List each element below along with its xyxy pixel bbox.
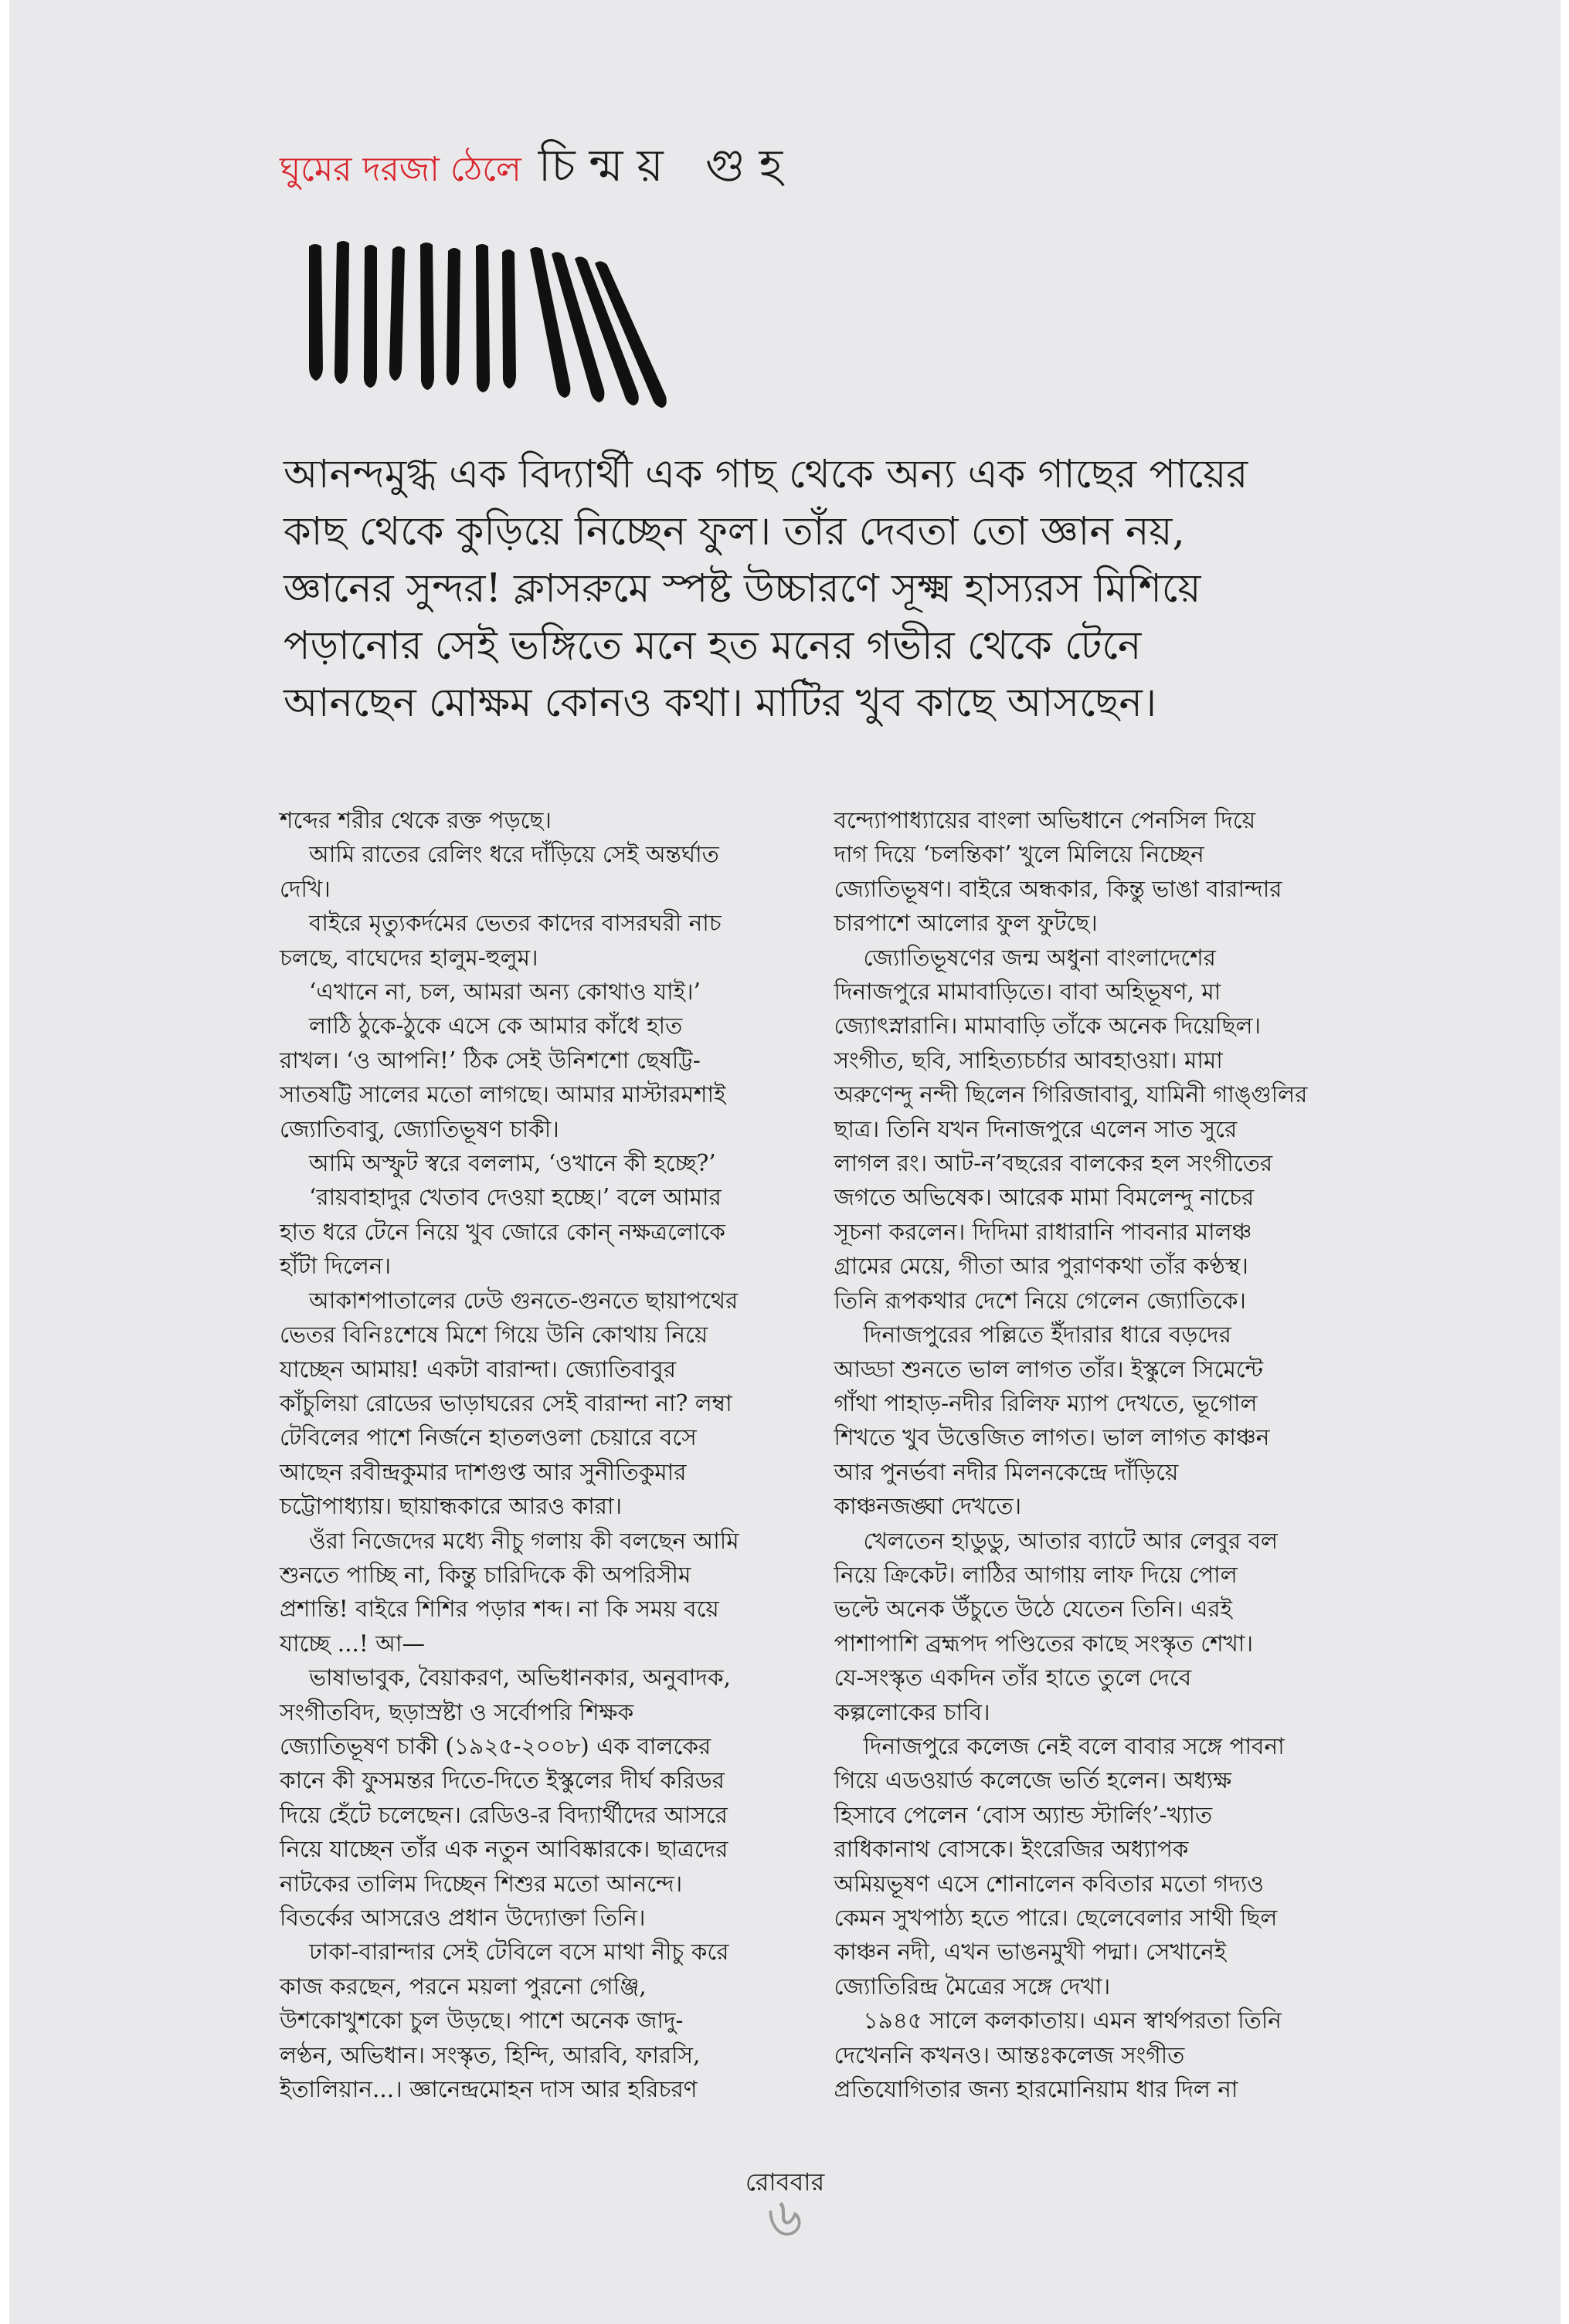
body-text-line: লাঠি ঠুকে-ঠুকে এসে কে আমার কাঁধে হাত [309,1013,683,1040]
body-text-line: সংগীত, ছবি, সাহিত্যচর্চার আবহাওয়া। মামা [834,1047,1223,1074]
body-text-line: পাশাপাশি ব্রহ্মপদ পণ্ডিতের কাছে সংস্কৃত শেখা। [834,1630,1254,1657]
body-text-line: শব্দের শরীর থেকে রক্ত পড়ছে। [280,807,552,833]
body-text-line: দেখেননি কখনও। আন্তঃকলেজ সংগীত [834,2041,1185,2068]
body-text-line: চারপাশে আলোর ফুল ফুটছে। [834,910,1098,937]
article-column-left [280,803,761,2106]
body-text-line: ওঁরা নিজেদের মধ্যে নীচু গলায় কী বলছেন আমি [309,1527,739,1554]
body-text-line: যে-সংস্কৃত একদিন তাঁর হাতে তুলে দেবে [834,1664,1192,1691]
body-text-line: ‘রায়বাহাদুর খেতাব দেওয়া হচ্ছে।’ বলে আমার [309,1184,722,1211]
body-text-line: কল্পলোকের চাবি। [834,1698,990,1725]
brush-stroke-tally-logo [303,236,674,409]
body-text-line: কাঞ্চন নদী, এখন ভাঙনমুখী পদ্মা। সেখানেই [834,1939,1227,1966]
body-text-line: প্রতিযোগিতার জন্য হারমোনিয়াম ধার দিল না [834,2076,1238,2103]
body-text-line: জ্যোতিভূষণ। বাইরে অন্ধকার, কিন্তু ভাঙা বারান্দার [834,875,1282,902]
body-text-line: উশকোখুশকো চুল উড়ছে। পাশে অনেক জাদু- [280,2007,684,2034]
body-text-line: কাঞ্চনজঙ্ঘা দেখতে। [834,1493,1022,1520]
body-text-line: যাচ্ছে ...! আ— [280,1630,425,1657]
body-text-line: হিসাবে পেলেন ‘বোস অ্যান্ড স্টার্লিং’-খ্যাত [834,1801,1213,1828]
body-text-line: জগতে অভিষেক। আরেক মামা বিমলেন্দু নাচের [834,1184,1255,1211]
body-text-line: কানে কী ফুসমন্তর দিতে-দিতে ইস্কুলের দীর্ঘ করিডর [280,1767,725,1794]
article-kicker: ঘুমের দরজা ঠেলে [280,150,521,189]
body-text-line: নিয়ে যাচ্ছেন তাঁর এক নতুন আবিষ্কারকে। ছাত্রদের [280,1836,728,1863]
body-text-line: ছাত্র। তিনি যখন দিনাজপুরে এলেন সাত সুরে [834,1115,1238,1142]
article-header [280,131,796,206]
body-text-line: জ্যোতিভূষণের জন্ম অধুনা বাংলাদেশের [863,944,1216,971]
body-text-line: দিনাজপুরের পল্লিতে ইঁদারার ধারে বড়দের [863,1321,1231,1349]
body-text-line: জ্যোতিরিন্দ্র মৈত্রের সঙ্গে দেখা। [834,1973,1111,2000]
body-text-line: আর পুনর্ভবা নদীর মিলনকেন্দ্রে দাঁড়িয়ে [834,1458,1179,1485]
pull-quote [284,446,1311,732]
author-byline: চিন্ময় গুহ [538,139,797,192]
body-text-line: জ্যোৎস্নারানি। মামাবাড়ি তাঁকে অনেক দিয়েছিল। [834,1013,1262,1040]
body-text-line: লাগল রং। আট-ন’বছরের বালকের হল সংগীতের [834,1150,1273,1177]
body-text-line: হাঁটা দিলেন। [280,1253,391,1280]
body-text-line: ভেতর বিনিঃশেষে মিশে গিয়ে উনি কোথায় নিয়ে [280,1321,708,1349]
body-text-line: রাখল। ‘ও আপনি!’ ঠিক সেই উনিশশো ছেষট্টি- [280,1047,701,1074]
body-text-line: খেলতেন হাডুডু, আতার ব্যাটে আর লেবুর বল [863,1527,1278,1554]
body-text-line: ঢাকা-বারান্দার সেই টেবিলে বসে মাথা নীচু করে [309,1939,729,1966]
body-text-line: দেখি। [280,875,331,902]
body-text-line: নিয়ে ক্রিকেট। লাঠির আগায় লাফ দিয়ে পোল [834,1561,1238,1588]
body-text-line: আছেন রবীন্দ্রকুমার দাশগুপ্ত আর সুনীতিকুমার [280,1458,687,1485]
body-text-line: বাইরে মৃত্যুকর্দমের ভেতর কাদের বাসরঘরী নাচ [309,910,722,937]
body-text-line: চলছে, বাঘেদের হালুম-হুলুম। [280,944,538,971]
body-text-line: কেমন সুখপাঠ্য হতে পারে। ছেলেবেলার সাথী ছিল [834,1905,1278,1931]
body-text-line: কাঁচুলিয়া রোডের ভাড়াঘরের সেই বারান্দা না? লম্বা [280,1389,732,1416]
body-text-line: কাজ করছেন, পরনে ময়লা পুরনো গেঞ্জি, [280,1973,647,2000]
body-text-line: রাধিকানাথ বোসকে। ইংরেজির অধ্যাপক [834,1836,1189,1863]
body-text-line: অরুণেন্দু নন্দী ছিলেন গিরিজাবাবু, যামিনী গাঙ্গুলির [834,1081,1308,1108]
body-text-line: অমিয়ভূষণ এসে শোনালেন কবিতার মতো গদ্যও [834,1870,1265,1897]
magazine-page [9,0,1561,2324]
body-text-line: ইতালিয়ান...। জ্ঞানেন্দ্রমোহন দাস আর হরিচরণ [280,2076,698,2103]
body-text-line: সংগীতবিদ, ছড়াস্রষ্টা ও সর্বোপরি শিক্ষক [280,1698,634,1725]
body-text-line: জ্যোতিভূষণ চাকী (১৯২৫-২০০৮) এক বালকের [280,1732,711,1759]
body-text-line: দিনাজপুরে কলেজ নেই বলে বাবার সঙ্গে পাবনা [863,1732,1285,1759]
body-text-line: হাত ধরে টেনে নিয়ে খুব জোরে কোন্ নক্ষত্রলোকে [280,1218,725,1245]
body-text-line: জ্যোতিবাবু, জ্যোতিভূষণ চাকী। [280,1115,559,1142]
body-text-line: টেবিলের পাশে নির্জনে হাতলওলা চেয়ারে বসে [280,1424,697,1451]
body-text-line: বিতর্কের আসরেও প্রধান উদ্যোক্তা তিনি। [280,1905,646,1931]
body-text-line: ভাষাভাবুক, বৈয়াকরণ, অভিধানকার, অনুবাদক, [309,1664,731,1691]
body-text-line: দিয়ে হেঁটে চলেছেন। রেডিও-র বিদ্যার্থীদের আসরে [280,1801,728,1828]
body-text-line: প্রশান্তি! বাইরে শিশির পড়ার শব্দ। না কি সময় বয়ে [280,1596,719,1623]
body-text-line: দিনাজপুরে মামাবাড়িতে। বাবা অহিভূষণ, মা [834,979,1221,1006]
article-body [280,803,1315,2106]
article-column-right [834,803,1316,2106]
body-text-line: চট্টোপাধ্যায়। ছায়ান্ধকারে আরও কারা। [280,1493,623,1520]
body-text-line: তিনি রূপকথার দেশে নিয়ে গেলেন জ্যোতিকে। [834,1287,1246,1314]
body-text-line: গিয়ে এডওয়ার্ড কলেজে ভর্তি হলেন। অধ্যক্ষ [834,1767,1232,1794]
page-number: ৬ [767,2186,803,2249]
body-text-line: লণ্ঠন, অভিধান। সংস্কৃত, হিন্দি, আরবি, ফারসি, [280,2041,701,2068]
pull-quote-line: কাছ থেকে কুড়িয়ে নিচ্ছেন ফুল। তাঁর দেবতা তো জ্ঞান নয়, [284,509,1185,555]
body-text-line: শিখতে খুব উত্তেজিত লাগত। ভাল লাগত কাঞ্চন [834,1424,1270,1451]
pull-quote-line: আনছেন মোক্ষম কোনও কথা। মাটির খুব কাছে আসছেন। [284,680,1157,726]
body-text-line: আমি রাতের রেলিং ধরে দাঁড়িয়ে সেই অন্তর্ঘাত [309,841,719,868]
body-text-line: ‘এখানে না, চল, আমরা অন্য কোথাও যাই।’ [309,979,701,1006]
body-text-line: আকাশপাতালের ঢেউ গুনতে-গুনতে ছায়াপথের [309,1287,739,1314]
body-text-line: গ্রামের মেয়ে, গীতা আর পুরাণকথা তাঁর কণ্ঠস্থ। [834,1253,1248,1280]
body-text-line: আমি অস্ফুট স্বরে বললাম, ‘ওখানে কী হচ্ছে?’ [309,1150,716,1177]
body-text-line: শুনতে পাচ্ছি না, কিন্তু চারিদিকে কী অপরিসীম [280,1561,691,1588]
pull-quote-line: আনন্দমুগ্ধ এক বিদ্যার্থী এক গাছ থেকে অন্য এক গাছের পায়ের [284,452,1248,497]
body-text-line: আড্ডা শুনতে ভাল লাগত তাঁর। ইস্কুলে সিমেন্টে [834,1355,1263,1383]
pull-quote-line: পড়ানোর সেই ভঙ্গিতে মনে হত মনের গভীর থেকে টেনে [284,623,1142,669]
body-text-line: নাটকের তালিম দিচ্ছেন শিশুর মতো আনন্দে। [280,1870,683,1897]
body-text-line: দাগ দিয়ে ‘চলন্তিকা’ খুলে মিলিয়ে নিচ্ছেন [834,841,1204,868]
body-text-line: ভল্টে অনেক উঁচুতে উঠে যেতেন তিনি। এরই [834,1596,1232,1623]
section-name: রোববার [745,2167,825,2197]
body-text-line: সূচনা করলেন। দিদিমা রাধারানি পাবনার মালঞ্চ [834,1218,1252,1245]
body-text-line: ১৯৪৫ সালে কলকাতায়। এমন স্বার্থপরতা তিনি [863,2007,1282,2034]
body-text-line: গাঁথা পাহাড়-নদীর রিলিফ ম্যাপ দেখতে, ভূগোল [834,1389,1258,1416]
body-text-line: সাতষট্টি সালের মতো লাগছে। আমার মাস্টারমশাই [280,1081,726,1108]
body-text-line: যাচ্ছেন আমায়! একটা বারান্দা। জ্যোতিবাবুর [280,1355,676,1383]
body-text-line: বন্দ্যোপাধ্যায়ের বাংলা অভিধানে পেনসিল দিয়ে [834,807,1256,833]
pull-quote-line: জ্ঞানের সুন্দর! ক্লাসরুমে স্পষ্ট উচ্চারণে সূক্ষ্ম হাস্যরস মিশিয়ে [284,566,1201,612]
